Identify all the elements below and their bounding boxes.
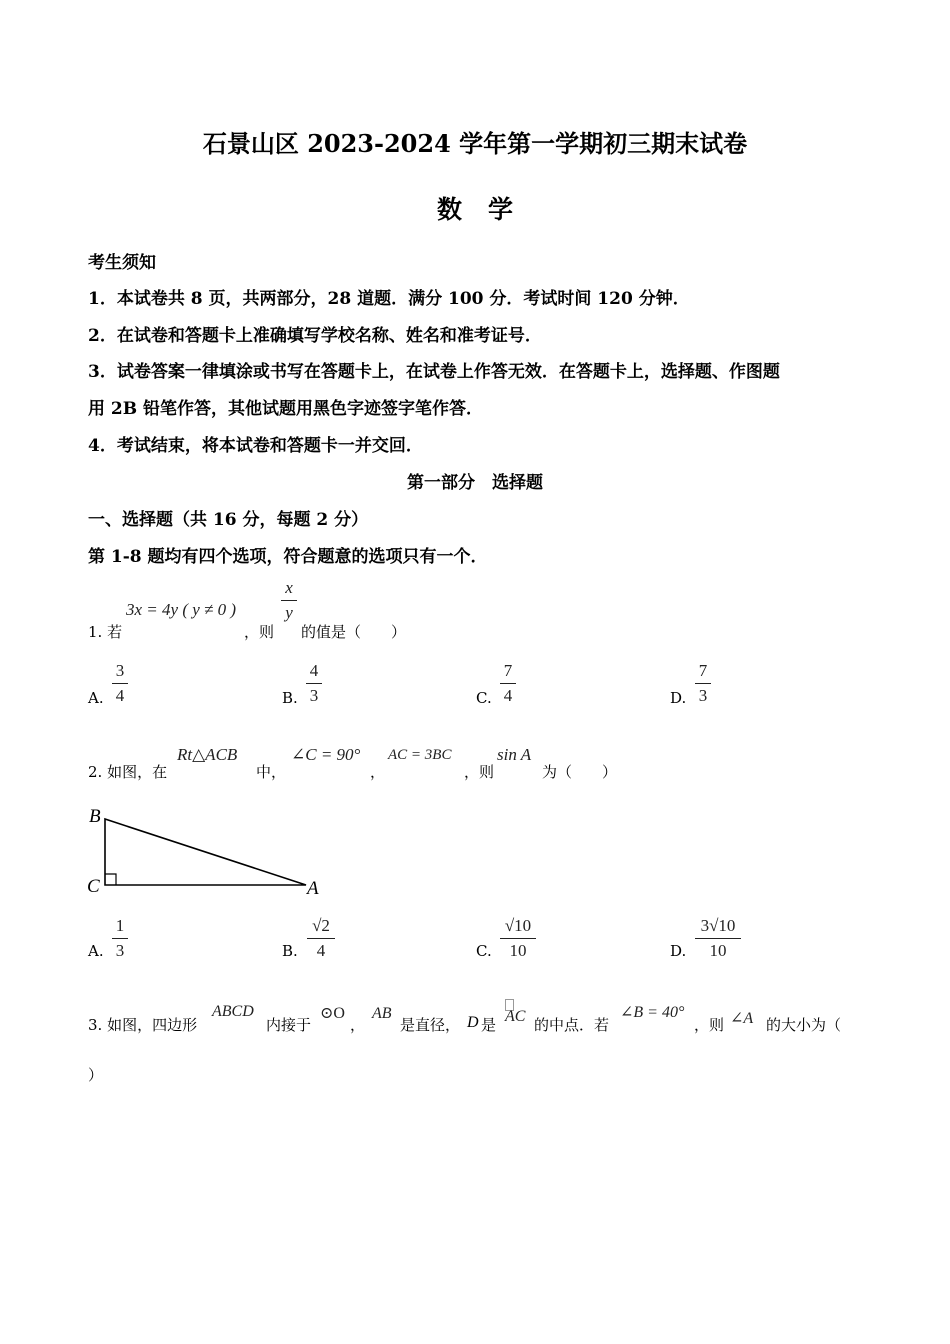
q3-expr-angle-a: ∠A <box>730 1010 754 1027</box>
q1-option-c-den: 4 <box>503 686 513 705</box>
q3-point-d: D <box>467 1014 479 1031</box>
notice-item-4: 4．考试结束，将本试卷和答题卡一并交回． <box>88 436 423 456</box>
q2-text-3: ，则 <box>464 763 495 781</box>
q1-option-b-label: B. <box>282 689 298 707</box>
q2-option-b-den: 4 <box>316 941 326 960</box>
q1-option-a-den: 4 <box>115 686 125 705</box>
q3-expr-quad: ABCD <box>212 1003 254 1020</box>
q1-option-c-num: 7 <box>503 661 513 680</box>
q2-option-c-value <box>500 916 536 961</box>
q1-suffix: 的值是（ ） <box>301 623 407 641</box>
q2-option-d-value <box>695 916 741 961</box>
q2-suffix: 为（ ） <box>542 763 618 781</box>
q2-text-2: ， <box>370 763 386 781</box>
q2-option-c-num: √10 <box>504 916 532 935</box>
q1-option-d-num: 7 <box>698 661 708 680</box>
q1-option-c-value <box>500 661 516 706</box>
q2-text-1: 中， <box>256 763 287 781</box>
q2-expr-triangle: Rt△ACB <box>177 745 238 764</box>
q2-option-b-label: B. <box>282 942 298 960</box>
part-title: 第一部分 选择题 <box>407 473 543 493</box>
q1-frac-num: x <box>285 578 293 597</box>
q1-option-a-label: A. <box>88 689 104 707</box>
q3-expr-angle-b: ∠B = 40° <box>620 1004 685 1021</box>
section-instruction: 第 1-8 题均有四个选项，符合题意的选项只有一个． <box>88 547 488 567</box>
q3-text-7: 的大小为（ <box>766 1016 842 1034</box>
q2-option-a-num: 1 <box>115 916 125 935</box>
q2-figure-label-a: A <box>307 878 319 899</box>
q2-expr-angle: ∠C = 90° <box>291 745 361 764</box>
q3-expr-ab: AB <box>372 1005 392 1022</box>
q1-option-a-value <box>112 661 128 706</box>
q3-text-6: ，则 <box>694 1016 725 1034</box>
q1-option-a-num: 3 <box>115 661 125 680</box>
q2-prefix: 2. 如图，在 <box>88 763 168 781</box>
q3-line-2: ） <box>88 1066 104 1084</box>
q1-option-d-den: 3 <box>698 686 708 705</box>
q1-option-b-den: 3 <box>309 686 319 705</box>
q2-option-b-num: √2 <box>312 916 330 935</box>
q2-option-d-den: 10 <box>709 941 727 960</box>
q3-text-2: ， <box>350 1016 366 1034</box>
q2-option-b-value <box>307 916 335 961</box>
section-heading: 一、选择题（共 16 分，每题 2 分） <box>88 510 369 530</box>
q3-text-4: 是 <box>481 1016 497 1034</box>
q2-option-c-label: C. <box>476 942 492 960</box>
q1-option-d-value <box>695 661 711 706</box>
exam-title: 石景山区 2023-2024 学年第一学期初三期末试卷 <box>202 129 748 158</box>
notice-item-1: 1．本试卷共 8 页，共两部分，28 道题．满分 100 分．考试时间 120 分钟． <box>88 289 690 309</box>
q1-option-b-value <box>306 661 322 706</box>
q2-figure-label-b: B <box>89 806 101 827</box>
q1-fraction <box>281 578 297 623</box>
notice-item-2: 2．在试卷和答题卡上准确填写学校名称、姓名和准考证号． <box>88 326 542 346</box>
notice-heading: 考生须知 <box>88 253 156 273</box>
q2-option-a-value <box>112 916 128 961</box>
q2-expr-relation: AC = 3BC <box>388 747 452 763</box>
q1-prefix: 1. 若 <box>88 623 123 641</box>
q1-option-d-label: D. <box>670 689 687 707</box>
q1-option-c-label: C. <box>476 689 492 707</box>
q2-option-d-label: D. <box>670 942 687 960</box>
notice-item-3: 3．试卷答案一律填涂或书写在答题卡上，在试卷上作答无效．在答题卡上，选择题、作图题 <box>88 362 780 382</box>
q2-option-c-den: 10 <box>509 941 527 960</box>
q1-expression: 3x = 4y ( y ≠ 0 ) <box>126 600 237 619</box>
q3-expr-arc: AC <box>505 1008 526 1025</box>
q2-option-d-num: 3√10 <box>700 916 736 935</box>
q1-frac-den: y <box>285 603 293 622</box>
q1-mid: ，则 <box>244 623 275 641</box>
q2-figure-label-c: C <box>87 876 100 897</box>
q3-text-5: 的中点．若 <box>534 1016 610 1034</box>
q3-text-3: 是直径， <box>400 1016 461 1034</box>
q3-text-1: 内接于 <box>266 1016 312 1034</box>
q3-prefix: 3. 如图，四边形 <box>88 1016 198 1034</box>
q3-expr-circle: ⊙O <box>320 1005 345 1022</box>
q2-triangle-figure <box>80 800 340 900</box>
q2-expr-sin: sin A <box>497 745 532 764</box>
notice-item-3-cont: 用 2B 铅笔作答，其他试题用黑色字迹签字笔作答． <box>88 399 484 419</box>
q2-option-a-label: A. <box>88 942 104 960</box>
subject-title: 数学 <box>436 195 539 224</box>
q2-option-a-den: 3 <box>115 941 125 960</box>
q1-option-b-num: 4 <box>309 661 319 680</box>
